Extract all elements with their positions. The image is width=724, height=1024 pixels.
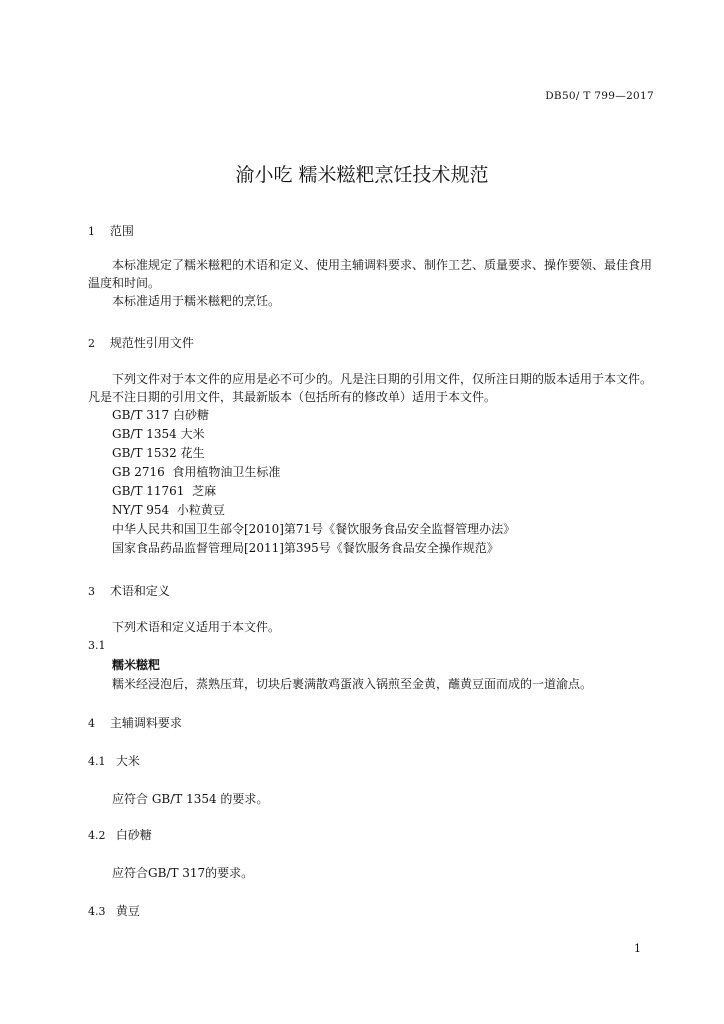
term-definition: 糯米经浸泡后，蒸熟压茸，切块后裹满散鸡蛋液入锅煎至金黄，蘸黄豆面而成的一道渝点。: [112, 677, 593, 691]
section-number: 4: [88, 717, 95, 730]
term-name: 糯米糍粑: [112, 658, 161, 672]
reference-item: GB/T 1354 大米: [112, 427, 205, 441]
reference-item: 国家食品药品监督管理局[2011]第395号《餐饮服务食品安全操作规范》: [112, 541, 499, 555]
reference-item: GB/T 11761 芝麻: [112, 484, 217, 498]
subsection-number: 4.1: [88, 755, 106, 768]
section-title: 主辅调料要求: [109, 716, 182, 730]
subsection-4-3-heading: [88, 902, 140, 919]
section-title: 规范性引用文件: [109, 336, 194, 350]
standard-code: DB50/ T 799—2017: [545, 90, 654, 102]
section-3-paragraph-1: 下列术语和定义适用于本文件。: [112, 620, 281, 634]
subsection-4-2-text: 应符合GB/T 317的要求。: [112, 866, 254, 880]
page-number: 1: [634, 942, 641, 955]
section-2-heading: [88, 334, 194, 351]
reference-item: 中华人民共和国卫生部令[2010]第71号《餐饮服务食品安全监督管理办法》: [112, 522, 516, 536]
reference-item: GB/T 1532 花生: [112, 446, 205, 460]
document-title: 渝小吃 糯米糍粑烹饪技术规范: [235, 164, 489, 186]
section-title: 范围: [109, 224, 134, 238]
section-1-heading: [88, 222, 134, 239]
section-1-paragraph-2: 本标准适用于糯米糍粑的烹饪。: [112, 294, 281, 308]
subsection-number: 4.3: [88, 905, 106, 918]
subsection-4-1-text: 应符合 GB/T 1354 的要求。: [112, 792, 269, 806]
reference-item: GB 2716 食用植物油卫生标准: [112, 465, 281, 479]
section-number: 2: [88, 337, 95, 350]
subsection-number: 4.2: [88, 829, 106, 842]
section-number: 3: [88, 585, 95, 598]
term-number: 3.1: [88, 639, 106, 652]
section-1-paragraph-1: 本标准规定了糯米糍粑的术语和定义、使用主辅调料要求、制作工艺、质量要求、操作要领、最佳食用温度和时间。: [88, 258, 653, 290]
reference-item: NY/T 954 小粒黄豆: [112, 503, 225, 517]
subsection-4-2-heading: [88, 826, 152, 843]
section-title: 术语和定义: [109, 584, 170, 598]
section-2-paragraph-1: 下列文件对于本文件的应用是必不可少的。凡是注日期的引用文件，仅所注日期的版本适用于本文件。凡是不注日期的引用文件，其最新版本（包括所有的修改单）适用于本文件。: [88, 372, 653, 404]
subsection-4-1-heading: [88, 752, 140, 769]
section-4-heading: [88, 714, 182, 731]
reference-item: GB/T 317 白砂糖: [112, 408, 209, 422]
subsection-title: 白砂糖: [115, 828, 152, 842]
section-3-heading: [88, 582, 170, 599]
subsection-title: 黄豆: [115, 904, 140, 918]
subsection-title: 大米: [115, 754, 140, 768]
section-number: 1: [88, 225, 95, 238]
